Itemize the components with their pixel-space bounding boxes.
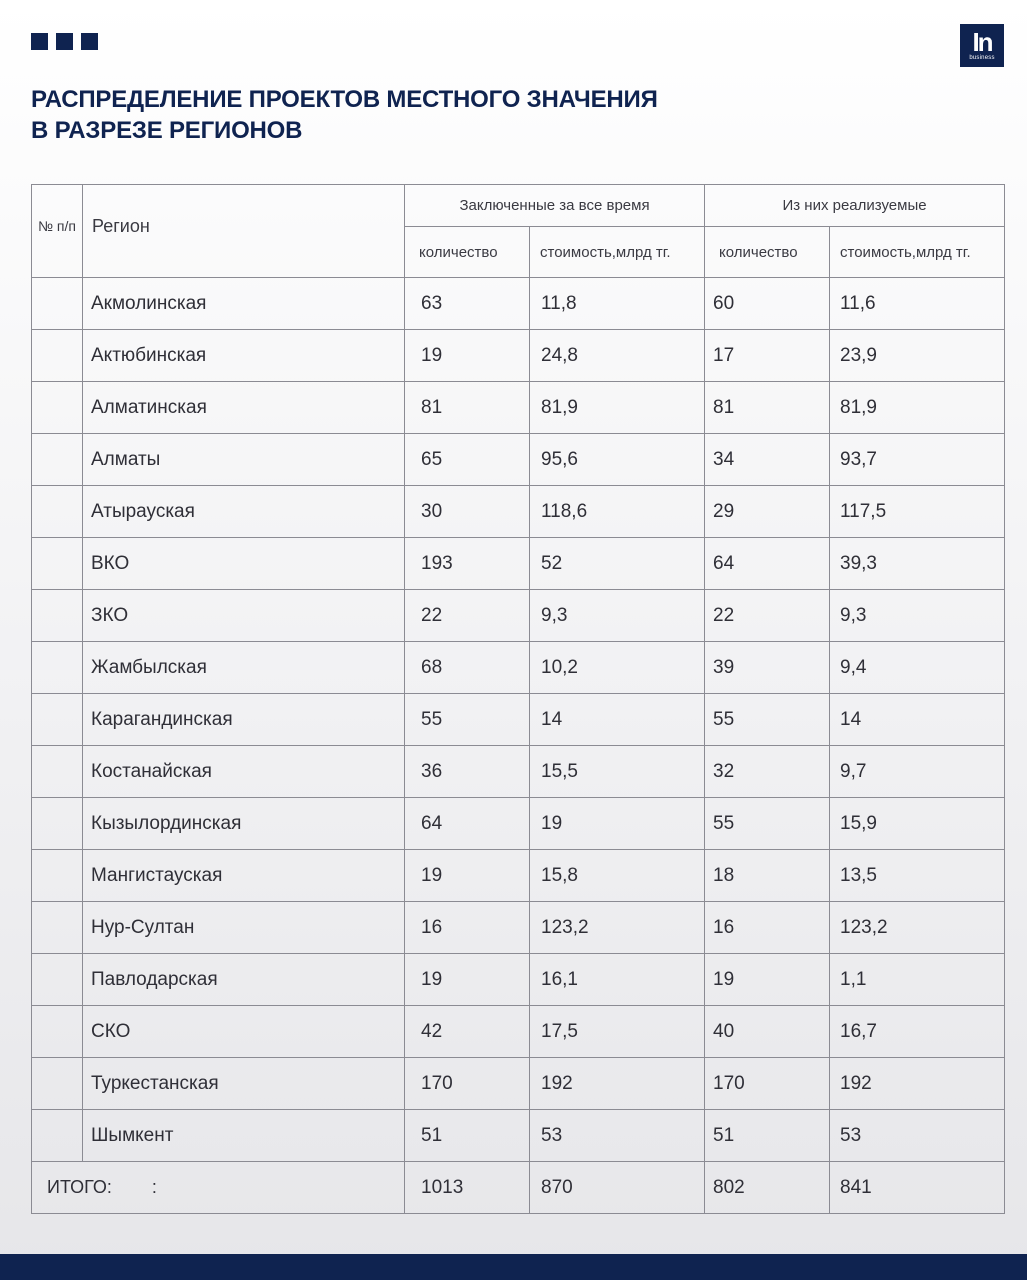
count-concluded-cell: 64 (405, 798, 530, 850)
count-implemented-cell: 81 (705, 382, 830, 434)
table-body (32, 278, 1005, 1162)
count-concluded-cell: 16 (405, 902, 530, 954)
region-cell: Кызылординская (83, 798, 405, 850)
cost-implemented-cell: 123,2 (830, 902, 1005, 954)
cost-concluded-cell: 24,8 (530, 330, 705, 382)
table-row (32, 590, 1005, 642)
count-concluded-cell: 63 (405, 278, 530, 330)
count-implemented-cell: 55 (705, 798, 830, 850)
logo-subtext: business (969, 54, 995, 61)
cost-implemented-cell: 81,9 (830, 382, 1005, 434)
cost-implemented-cell: 23,9 (830, 330, 1005, 382)
region-cell: Туркестанская (83, 1058, 405, 1110)
count-implemented-cell: 55 (705, 694, 830, 746)
inbusiness-logo (960, 24, 1004, 67)
table-row (32, 850, 1005, 902)
table-row (32, 486, 1005, 538)
cost-implemented-cell: 192 (830, 1058, 1005, 1110)
count-implemented-cell: 34 (705, 434, 830, 486)
region-cell: Костанайская (83, 746, 405, 798)
count-implemented-cell: 64 (705, 538, 830, 590)
region-cell: Атырауская (83, 486, 405, 538)
count-implemented-cell: 39 (705, 642, 830, 694)
table-row (32, 642, 1005, 694)
header-region: Регион (83, 185, 405, 278)
subheader-count: количество (405, 227, 530, 278)
row-number-cell (32, 1058, 83, 1110)
count-implemented-cell: 60 (705, 278, 830, 330)
row-number-cell (32, 798, 83, 850)
page-title-line2: В РАЗРЕЗЕ РЕГИОНОВ (31, 117, 303, 144)
cost-implemented-cell: 15,9 (830, 798, 1005, 850)
table-row (32, 1006, 1005, 1058)
table-header-row (32, 185, 1005, 227)
table-row (32, 538, 1005, 590)
cost-concluded-cell: 14 (530, 694, 705, 746)
cost-implemented-cell: 14 (830, 694, 1005, 746)
row-number-cell (32, 954, 83, 1006)
page-title-line1: РАСПРЕДЕЛЕНИЕ ПРОЕКТОВ МЕСТНОГО ЗНАЧЕНИЯ (31, 86, 658, 113)
cost-implemented-cell: 9,7 (830, 746, 1005, 798)
count-implemented-cell: 22 (705, 590, 830, 642)
count-concluded-cell: 65 (405, 434, 530, 486)
header-group-concluded: Заключенные за все время (405, 185, 705, 227)
count-implemented-cell: 170 (705, 1058, 830, 1110)
table-row (32, 798, 1005, 850)
cost-implemented-cell: 117,5 (830, 486, 1005, 538)
cost-implemented-cell: 93,7 (830, 434, 1005, 486)
square-decoration (81, 33, 98, 50)
count-implemented-cell: 19 (705, 954, 830, 1006)
footer-band (0, 1254, 1027, 1280)
count-implemented-cell: 16 (705, 902, 830, 954)
cost-concluded-cell: 16,1 (530, 954, 705, 1006)
table-row (32, 1110, 1005, 1162)
count-concluded-cell: 22 (405, 590, 530, 642)
count-implemented-cell: 51 (705, 1110, 830, 1162)
subheader-count: количество (705, 227, 830, 278)
count-concluded-cell: 170 (405, 1058, 530, 1110)
table-row (32, 902, 1005, 954)
count-implemented-cell: 32 (705, 746, 830, 798)
row-number-cell (32, 434, 83, 486)
region-cell: Мангистауская (83, 850, 405, 902)
row-number-cell (32, 486, 83, 538)
square-decoration (56, 33, 73, 50)
table-row (32, 746, 1005, 798)
count-concluded-cell: 55 (405, 694, 530, 746)
subheader-cost: стоимость,млрд тг. (830, 227, 1005, 278)
count-concluded-cell: 68 (405, 642, 530, 694)
region-cell: Павлодарская (83, 954, 405, 1006)
cost-concluded-cell: 53 (530, 1110, 705, 1162)
table-row (32, 694, 1005, 746)
cost-concluded-cell: 10,2 (530, 642, 705, 694)
row-number-cell (32, 694, 83, 746)
cost-concluded-cell: 52 (530, 538, 705, 590)
table-row (32, 330, 1005, 382)
count-concluded-cell: 193 (405, 538, 530, 590)
cost-concluded-cell: 123,2 (530, 902, 705, 954)
cost-implemented-cell: 9,4 (830, 642, 1005, 694)
total-cost-concluded: 870 (530, 1162, 705, 1214)
count-concluded-cell: 19 (405, 954, 530, 1006)
region-cell: Актюбинская (83, 330, 405, 382)
cost-concluded-cell: 15,8 (530, 850, 705, 902)
cost-implemented-cell: 11,6 (830, 278, 1005, 330)
square-decoration (31, 33, 48, 50)
header-number: № п/п (32, 185, 83, 278)
cost-implemented-cell: 53 (830, 1110, 1005, 1162)
table-row (32, 278, 1005, 330)
cost-implemented-cell: 39,3 (830, 538, 1005, 590)
row-number-cell (32, 902, 83, 954)
count-concluded-cell: 36 (405, 746, 530, 798)
cost-concluded-cell: 9,3 (530, 590, 705, 642)
count-concluded-cell: 30 (405, 486, 530, 538)
count-concluded-cell: 81 (405, 382, 530, 434)
region-cell: ВКО (83, 538, 405, 590)
cost-implemented-cell: 16,7 (830, 1006, 1005, 1058)
subheader-cost: стоимость,млрд тг. (530, 227, 705, 278)
region-cell: СКО (83, 1006, 405, 1058)
count-concluded-cell: 19 (405, 330, 530, 382)
region-cell: Акмолинская (83, 278, 405, 330)
row-number-cell (32, 642, 83, 694)
header-squares-decoration (31, 33, 98, 50)
cost-concluded-cell: 17,5 (530, 1006, 705, 1058)
cost-concluded-cell: 192 (530, 1058, 705, 1110)
region-cell: Карагандинская (83, 694, 405, 746)
count-concluded-cell: 19 (405, 850, 530, 902)
page-title (31, 84, 658, 146)
cost-concluded-cell: 11,8 (530, 278, 705, 330)
table-row (32, 954, 1005, 1006)
row-number-cell (32, 590, 83, 642)
row-number-cell (32, 746, 83, 798)
header-group-implemented: Из них реализуемые (705, 185, 1005, 227)
row-number-cell (32, 538, 83, 590)
cost-concluded-cell: 95,6 (530, 434, 705, 486)
cost-implemented-cell: 9,3 (830, 590, 1005, 642)
table-row (32, 382, 1005, 434)
row-number-cell (32, 1006, 83, 1058)
region-cell: Алматинская (83, 382, 405, 434)
count-concluded-cell: 42 (405, 1006, 530, 1058)
row-number-cell (32, 850, 83, 902)
row-number-cell (32, 382, 83, 434)
count-implemented-cell: 29 (705, 486, 830, 538)
cost-concluded-cell: 118,6 (530, 486, 705, 538)
region-cell: ЗКО (83, 590, 405, 642)
region-cell: Алматы (83, 434, 405, 486)
cost-concluded-cell: 15,5 (530, 746, 705, 798)
cost-implemented-cell: 1,1 (830, 954, 1005, 1006)
logo-mark: In (972, 26, 992, 57)
region-cell: Шымкент (83, 1110, 405, 1162)
table-row (32, 1058, 1005, 1110)
count-implemented-cell: 17 (705, 330, 830, 382)
cost-concluded-cell: 19 (530, 798, 705, 850)
cost-concluded-cell: 81,9 (530, 382, 705, 434)
region-cell: Нур-Султан (83, 902, 405, 954)
total-count-concluded: 1013 (405, 1162, 530, 1214)
total-label: ИТОГО: : (32, 1162, 405, 1214)
row-number-cell (32, 330, 83, 382)
region-cell: Жамбылская (83, 642, 405, 694)
count-concluded-cell: 51 (405, 1110, 530, 1162)
total-row (32, 1162, 1005, 1214)
regions-table (31, 184, 1005, 1214)
table-row (32, 434, 1005, 486)
count-implemented-cell: 18 (705, 850, 830, 902)
total-cost-implemented: 841 (830, 1162, 1005, 1214)
row-number-cell (32, 278, 83, 330)
row-number-cell (32, 1110, 83, 1162)
cost-implemented-cell: 13,5 (830, 850, 1005, 902)
total-count-implemented: 802 (705, 1162, 830, 1214)
count-implemented-cell: 40 (705, 1006, 830, 1058)
total-extra-mark: : (151, 1177, 157, 1197)
